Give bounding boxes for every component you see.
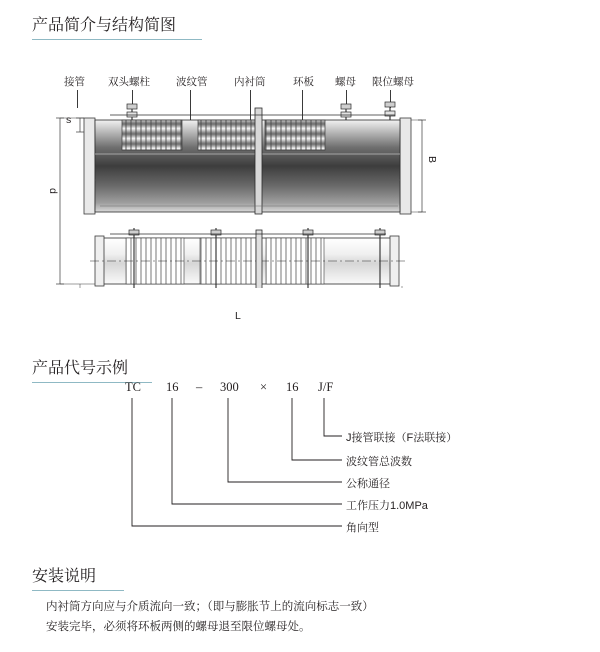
section-title-intro — [32, 12, 202, 40]
callout-label-shuangtouluozhu: 双头螺柱 — [108, 76, 150, 88]
code-token-dash: – — [196, 380, 203, 394]
section-title-install-text: 安装说明 — [32, 568, 97, 585]
code-token-tc: TC — [125, 380, 141, 394]
install-notes — [46, 597, 566, 637]
code-token-16b: 16 — [286, 380, 299, 394]
section-title-code-text: 产品代号示例 — [32, 360, 129, 377]
code-token-jf: J/F — [318, 380, 334, 394]
dim-label-d: d — [47, 188, 59, 194]
code-desc-nominal-dia: 公称通径 — [346, 478, 390, 490]
dim-label-B: B — [426, 156, 438, 164]
product-code-diagram — [110, 380, 530, 540]
section-title-intro-text: 产品简介与结构简图 — [32, 17, 177, 34]
dim-label-s: s — [66, 114, 72, 126]
callout-label-huanban: 环板 — [293, 76, 314, 88]
code-desc-connection: J接管联接（F法联接） — [346, 432, 458, 444]
section-title-install — [32, 563, 124, 591]
code-token-300: 300 — [220, 380, 239, 394]
install-note-line-2: 安装完毕，必须将环板两侧的螺母退至限位螺母处。 — [46, 621, 311, 633]
section-title-code — [32, 355, 152, 383]
callout-label-xianweiluomu: 限位螺母 — [372, 76, 414, 88]
code-token-16a: 16 — [166, 380, 179, 394]
section-title-intro-underline — [32, 39, 202, 40]
code-token-times: × — [260, 380, 268, 394]
section-title-install-underline — [32, 590, 124, 591]
structure-diagram — [47, 68, 550, 322]
callout-label-jieguan: 接管 — [64, 76, 85, 88]
callout-label-neichentong: 内衬筒 — [234, 76, 266, 88]
callout-label-bowenguan: 波纹管 — [176, 76, 208, 88]
callout-label-luomu: 螺母 — [335, 76, 356, 88]
code-desc-type: 角向型 — [346, 522, 379, 534]
dim-label-L: L — [235, 310, 241, 322]
install-note-line-1: 内衬筒方向应与介质流向一致；（即与膨胀节上的流向标志一致） — [46, 601, 374, 613]
code-desc-pressure: 工作压力1.0MPa — [346, 500, 428, 512]
code-desc-wave-count: 波纹管总波数 — [346, 456, 412, 468]
product-code-leaders-svg — [110, 380, 530, 540]
structure-diagram-svg — [50, 68, 550, 288]
